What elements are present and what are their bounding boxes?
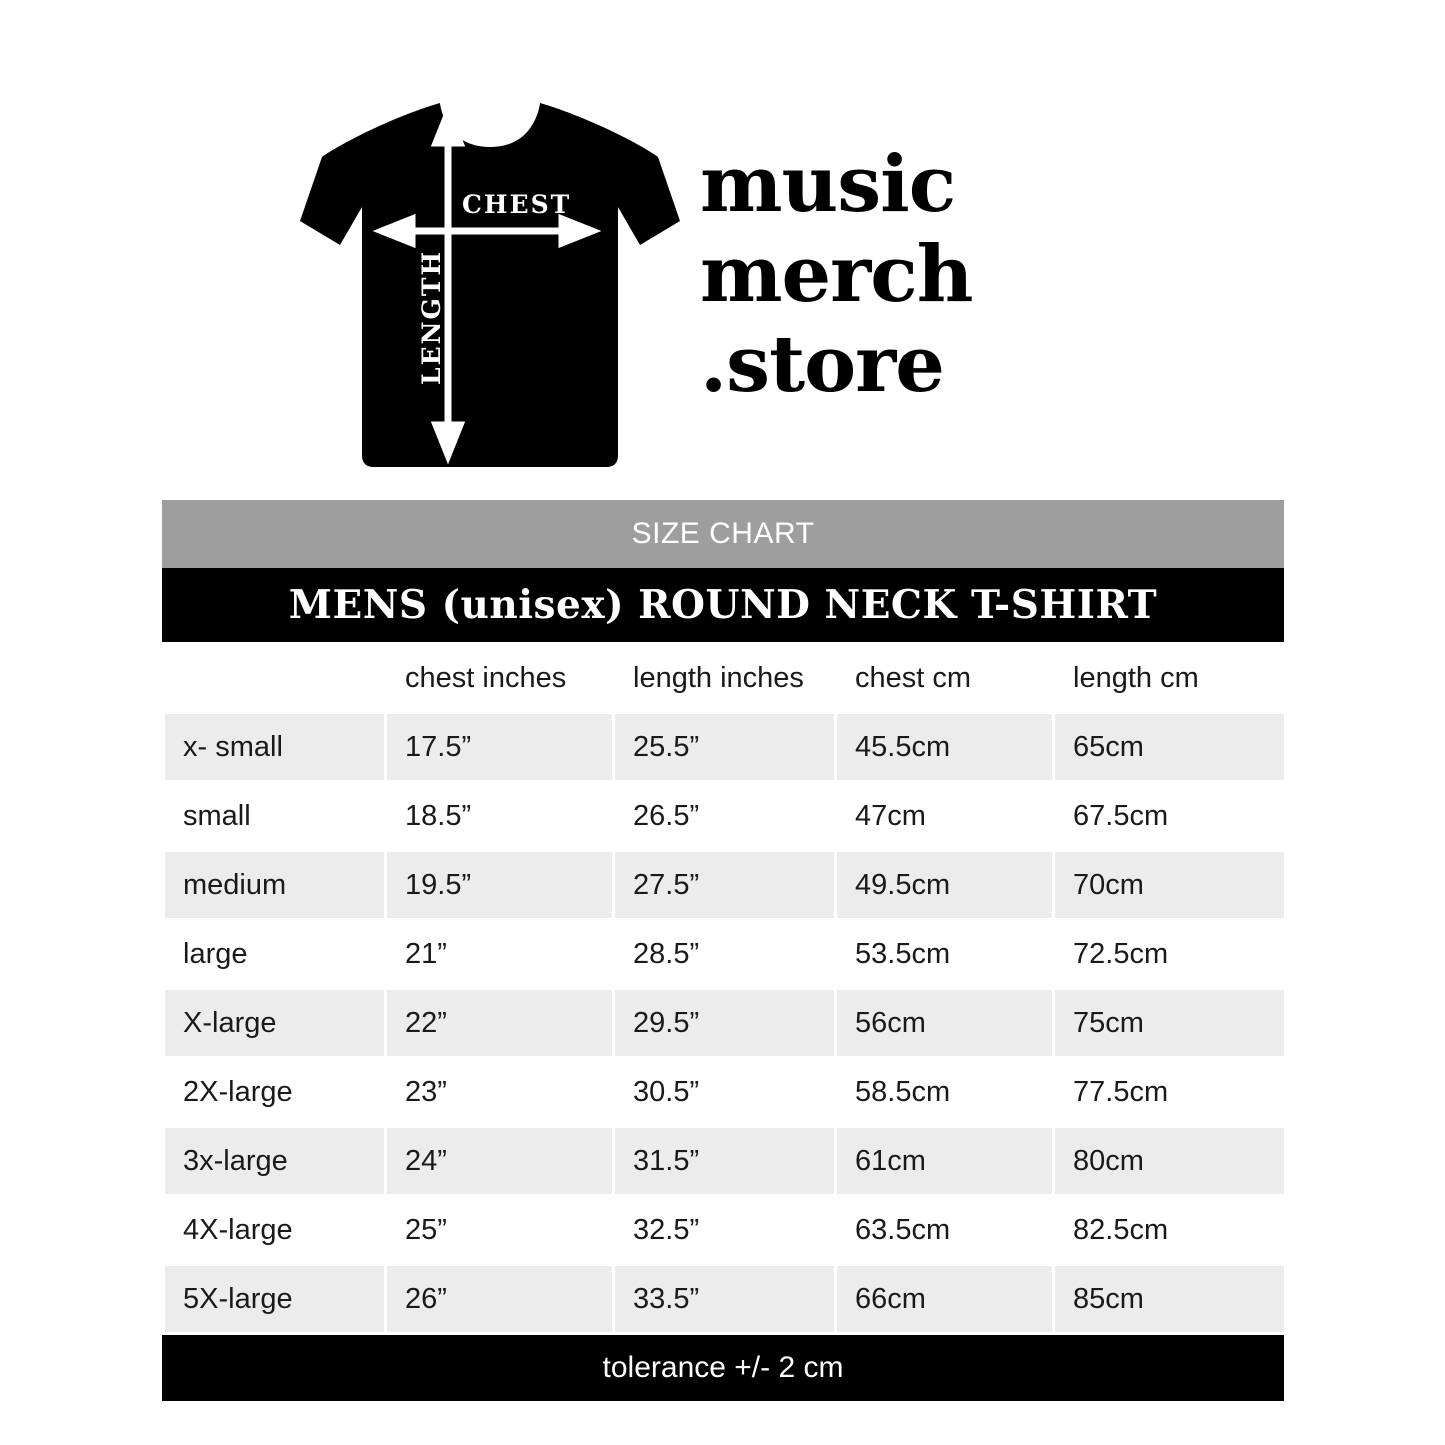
cell-length-inches: 31.5” [614, 1127, 836, 1196]
cell-chest-cm: 49.5cm [836, 851, 1054, 920]
row-size-label: 4X-large [164, 1196, 386, 1265]
cell-length-inches: 25.5” [614, 713, 836, 782]
row-size-label: 5X-large [164, 1265, 386, 1334]
brand-line-1: music [700, 139, 956, 230]
cell-chest-inches: 22” [386, 989, 614, 1058]
cell-length-inches: 26.5” [614, 782, 836, 851]
cell-chest-cm: 61cm [836, 1127, 1054, 1196]
cell-length-inches: 27.5” [614, 851, 836, 920]
cell-length-cm: 70cm [1054, 851, 1286, 920]
brand-line-3: .store [700, 319, 944, 410]
tshirt-diagram [300, 95, 680, 470]
cell-chest-cm: 63.5cm [836, 1196, 1054, 1265]
row-size-label: 2X-large [164, 1058, 386, 1127]
brand-logo [700, 140, 1120, 410]
cell-length-cm: 82.5cm [1054, 1196, 1286, 1265]
cell-length-inches: 29.5” [614, 989, 836, 1058]
cell-chest-inches: 18.5” [386, 782, 614, 851]
cell-chest-inches: 17.5” [386, 713, 614, 782]
cell-chest-cm: 56cm [836, 989, 1054, 1058]
measurements-table [162, 642, 1287, 1335]
cell-chest-cm: 47cm [836, 782, 1054, 851]
chest-label: CHEST [462, 190, 572, 219]
table-row [164, 920, 1286, 989]
cell-chest-cm: 66cm [836, 1265, 1054, 1334]
cell-length-cm: 67.5cm [1054, 782, 1286, 851]
row-size-label: X-large [164, 989, 386, 1058]
row-size-label: medium [164, 851, 386, 920]
row-size-label: small [164, 782, 386, 851]
cell-length-cm: 72.5cm [1054, 920, 1286, 989]
cell-length-inches: 28.5” [614, 920, 836, 989]
cell-chest-inches: 24” [386, 1127, 614, 1196]
size-chart-banner: SIZE CHART [162, 500, 1284, 568]
cell-chest-cm: 45.5cm [836, 713, 1054, 782]
tshirt-icon [300, 95, 680, 470]
table-header-row [164, 644, 1286, 713]
table-row [164, 1196, 1286, 1265]
table-row [164, 1127, 1286, 1196]
row-size-label: large [164, 920, 386, 989]
cell-length-cm: 65cm [1054, 713, 1286, 782]
row-size-label: 3x-large [164, 1127, 386, 1196]
product-title-banner: MENS (unisex) ROUND NECK T-SHIRT [162, 568, 1284, 642]
cell-chest-cm: 58.5cm [836, 1058, 1054, 1127]
column-header-size [164, 644, 386, 713]
row-size-label: x- small [164, 713, 386, 782]
cell-length-cm: 80cm [1054, 1127, 1286, 1196]
column-header-length-inches: length inches [614, 644, 836, 713]
column-header-chest-inches: chest inches [386, 644, 614, 713]
cell-chest-inches: 25” [386, 1196, 614, 1265]
cell-chest-inches: 19.5” [386, 851, 614, 920]
cell-length-cm: 75cm [1054, 989, 1286, 1058]
table-row [164, 1265, 1286, 1334]
table-row [164, 989, 1286, 1058]
size-chart-table [162, 500, 1284, 1401]
cell-chest-inches: 23” [386, 1058, 614, 1127]
header-logo-area [0, 0, 1445, 492]
cell-chest-inches: 21” [386, 920, 614, 989]
table-row [164, 851, 1286, 920]
tolerance-banner: tolerance +/- 2 cm [162, 1335, 1284, 1401]
cell-length-inches: 32.5” [614, 1196, 836, 1265]
cell-length-cm: 77.5cm [1054, 1058, 1286, 1127]
table-row [164, 782, 1286, 851]
cell-chest-inches: 26” [386, 1265, 614, 1334]
cell-length-inches: 30.5” [614, 1058, 836, 1127]
table-row [164, 713, 1286, 782]
brand-line-2: merch [700, 229, 973, 320]
column-header-length-cm: length cm [1054, 644, 1286, 713]
column-header-chest-cm: chest cm [836, 644, 1054, 713]
cell-chest-cm: 53.5cm [836, 920, 1054, 989]
length-label: LENGTH [417, 249, 446, 385]
cell-length-inches: 33.5” [614, 1265, 836, 1334]
table-row [164, 1058, 1286, 1127]
cell-length-cm: 85cm [1054, 1265, 1286, 1334]
